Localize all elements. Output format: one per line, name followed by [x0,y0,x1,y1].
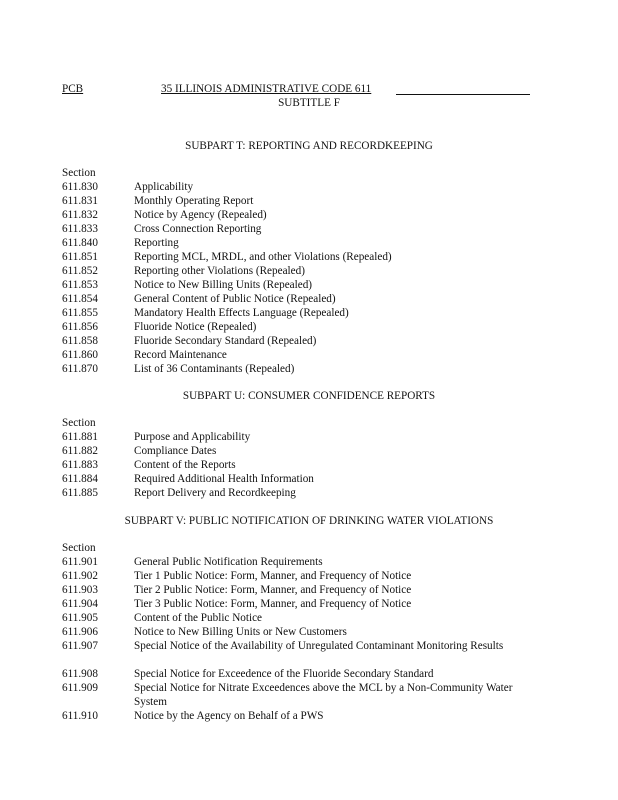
list-item[interactable] [62,486,542,500]
list-item[interactable] [62,569,542,583]
section-title: Content of the Reports [134,459,236,471]
section-number: 611.907 [62,640,98,652]
section-number: 611.905 [62,612,98,624]
section-title: Notice by Agency (Repealed) [134,209,267,221]
section-title: Reporting other Violations (Repealed) [134,265,305,277]
list-item[interactable] [62,597,542,611]
list-item[interactable] [62,709,542,723]
section-title: Compliance Dates [134,445,217,457]
section-title: Notice to New Billing Units (Repealed) [134,279,313,291]
list-item[interactable] [62,250,542,264]
section-title: Reporting MCL, MRDL, and other Violations (Repealed) [134,251,392,263]
list-item[interactable] [62,348,542,362]
list-item[interactable] [62,208,542,222]
section-number: 611.870 [62,363,98,375]
list-item[interactable] [62,639,542,667]
list-item[interactable] [62,264,542,278]
list-item[interactable] [62,194,542,208]
list-item[interactable] [62,583,542,597]
subpart-v-heading: SUBPART V: PUBLIC NOTIFICATION OF DRINKING WATER VIOLATIONS [124,515,494,527]
section-number: 611.831 [62,195,98,207]
section-title: Tier 3 Public Notice: Form, Manner, and Frequency of Notice [134,598,412,610]
list-item[interactable] [62,667,542,681]
section-title: General Public Notification Requirements [134,556,323,568]
section-title: Purpose and Applicability [134,431,251,443]
section-title: Tier 2 Public Notice: Form, Manner, and Frequency of Notice [134,584,412,596]
section-number: 611.852 [62,265,98,277]
section-number: 611.885 [62,487,98,499]
subpart-v-section-label: Section [62,542,96,554]
section-number: 611.858 [62,335,98,347]
list-item[interactable] [62,180,542,194]
section-number: 611.908 [62,668,98,680]
section-number: 611.883 [62,459,98,471]
section-title: Special Notice for Nitrate Exceedences above the MCL by a Non-Community Water System [134,682,513,708]
header-title: 35 ILLINOIS ADMINISTRATIVE CODE 611 [161,83,372,95]
section-title: Record Maintenance [134,349,227,361]
section-number: 611.854 [62,293,98,305]
list-item[interactable] [62,681,542,709]
section-title: Content of the Public Notice [134,612,263,624]
subpart-u-list [62,430,542,500]
section-title: Cross Connection Reporting [134,223,262,235]
section-number: 611.860 [62,349,98,361]
list-item[interactable] [62,625,542,639]
list-item[interactable] [62,472,542,486]
list-item[interactable] [62,320,542,334]
list-item[interactable] [62,236,542,250]
section-number: 611.901 [62,556,98,568]
section-title: Mandatory Health Effects Language (Repealed) [134,307,349,319]
section-title: Report Delivery and Recordkeeping [134,487,296,499]
section-title: Special Notice for Exceedence of the Fluoride Secondary Standard [134,668,434,680]
subpart-t-list [62,180,542,376]
section-title: Fluoride Notice (Repealed) [134,321,257,333]
section-number: 611.881 [62,431,98,443]
list-item[interactable] [62,306,542,320]
section-title: Fluoride Secondary Standard (Repealed) [134,335,317,347]
section-number: 611.902 [62,570,98,582]
list-item[interactable] [62,430,542,444]
header-left-label: PCB [62,83,84,95]
header-rule [396,94,530,95]
list-item[interactable] [62,222,542,236]
list-item[interactable] [62,555,542,569]
list-item[interactable] [62,458,542,472]
section-title: Applicability [134,181,194,193]
list-item[interactable] [62,292,542,306]
section-title: Special Notice of the Availability of Unregulated Contaminant Monitoring Results [134,640,504,652]
section-number: 611.830 [62,181,98,193]
subpart-t-section-label: Section [62,167,96,179]
section-number: 611.910 [62,710,98,722]
section-number: 611.840 [62,237,98,249]
section-number: 611.833 [62,223,98,235]
section-title: List of 36 Contaminants (Repealed) [134,363,295,375]
section-number: 611.855 [62,307,98,319]
section-number: 611.853 [62,279,98,291]
section-title: Required Additional Health Information [134,473,314,485]
list-item[interactable] [62,611,542,625]
list-item[interactable] [62,362,542,376]
section-number: 611.906 [62,626,98,638]
list-item[interactable] [62,444,542,458]
page-header [0,82,618,112]
section-title: Reporting [134,237,179,249]
subpart-u-section-label: Section [62,417,96,429]
list-item[interactable] [62,278,542,292]
section-number: 611.851 [62,251,98,263]
subpart-t-heading: SUBPART T: REPORTING AND RECORDKEEPING [185,140,433,152]
section-number: 611.856 [62,321,98,333]
section-number: 611.832 [62,209,98,221]
section-number: 611.909 [62,682,98,694]
section-number: 611.884 [62,473,98,485]
section-title: Notice to New Billing Units or New Customers [134,626,347,638]
section-number: 611.903 [62,584,98,596]
section-title: Monthly Operating Report [134,195,254,207]
section-title: Notice by the Agency on Behalf of a PWS [134,710,324,722]
subpart-u-heading: SUBPART U: CONSUMER CONFIDENCE REPORTS [182,390,436,402]
section-title: Tier 1 Public Notice: Form, Manner, and Frequency of Notice [134,570,412,582]
section-number: 611.904 [62,598,98,610]
section-title: General Content of Public Notice (Repealed) [134,293,336,305]
header-subtitle: SUBTITLE F [278,97,340,109]
subpart-v-list [62,555,542,723]
section-number: 611.882 [62,445,98,457]
list-item[interactable] [62,334,542,348]
